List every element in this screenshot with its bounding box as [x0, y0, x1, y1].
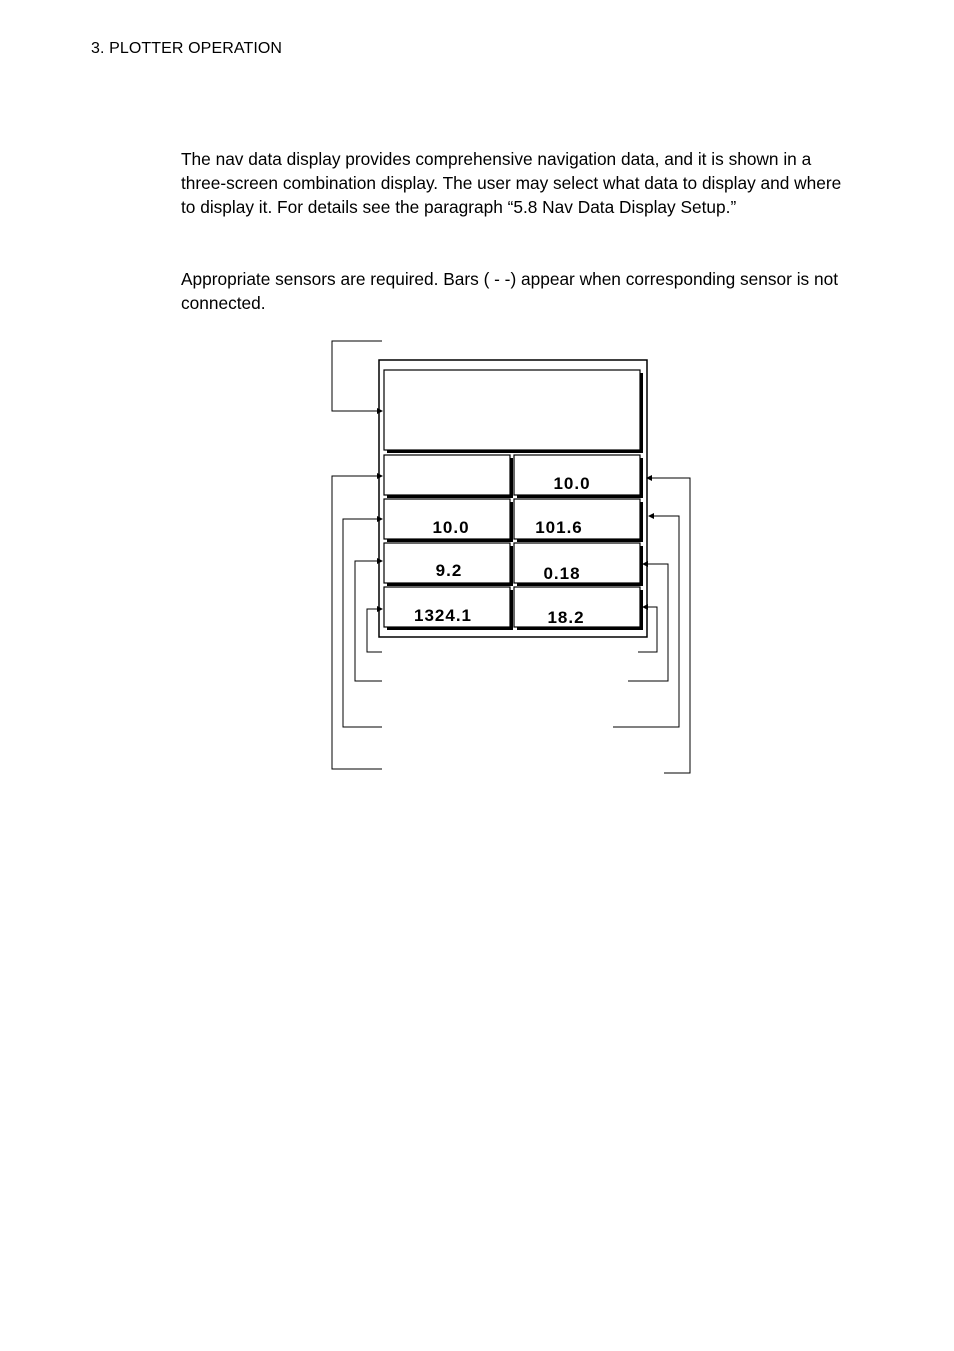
- cell-value-row4-left: 1324.1: [414, 606, 472, 625]
- callout-top-cell: [332, 341, 382, 411]
- cell-value-row2-left: 10.0: [432, 518, 470, 537]
- cell-value-row4-right: 18.2: [547, 608, 585, 627]
- section-header: 3. PLOTTER OPERATION: [91, 40, 283, 57]
- cell-value-row1-right: 10.0: [553, 474, 591, 493]
- cell-value-row2-right: 101.6: [535, 518, 583, 537]
- callout-row2-left: [343, 519, 382, 727]
- intro-paragraph: The nav data display provides comprehensive navigation data, and it is shown in a three-screen combination display. The user may select what data to display and where to display it. For details see the paragraph “5.8 Nav Data Display Setup.”: [181, 149, 842, 217]
- top-data-cell: [384, 370, 643, 453]
- cell-row1-left: [384, 455, 513, 498]
- cell-value-row3-left: 9.2: [435, 561, 463, 580]
- callout-row3-left: [355, 561, 382, 681]
- sensor-note-paragraph: Appropriate sensors are required. Bars ( - -) appear when corresponding sensor is not connected.: [181, 269, 839, 313]
- cell-value-row3-right: 0.18: [543, 564, 581, 583]
- callout-row1-left: [332, 476, 382, 769]
- left-callout-lines: [332, 341, 382, 769]
